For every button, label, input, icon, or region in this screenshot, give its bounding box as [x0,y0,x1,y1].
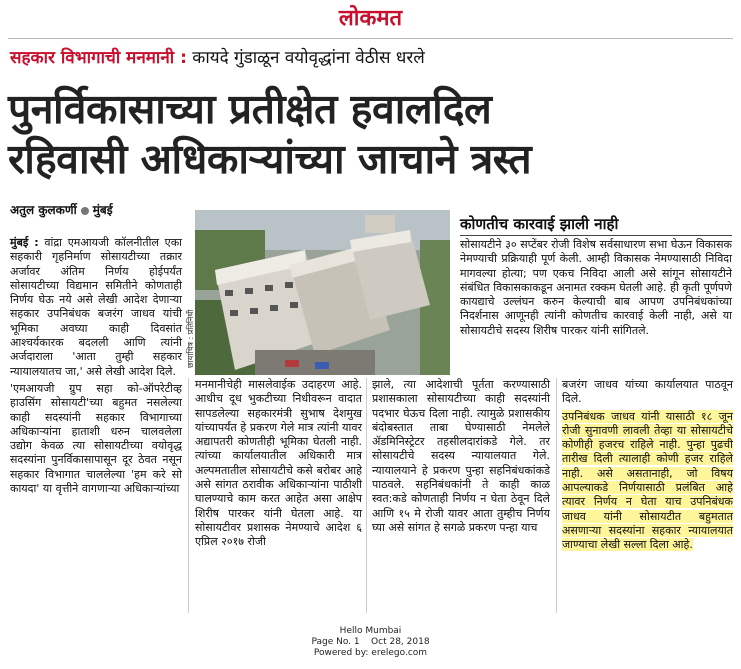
column-divider [556,378,557,613]
paragraph: बजरंग जाधव यांच्या कार्यालयात पाठवून दिले. [562,378,733,406]
footer-edition: Hello Mumbai [339,626,402,636]
headline-line-1: पुनर्विकासाच्या प्रतीक्षेत हवालदिल [8,85,492,133]
sidebar-box-divider [460,235,732,236]
headline-line-2: रहिवासी अधिकाऱ्यांच्या जाचाने त्रस्त [8,135,532,183]
footer-page-date: Page No. 1 Oct 28, 2018 [311,637,430,647]
paragraph: 'एमआयजी ग्रुप सहा को-ऑपरेटीव्ह हाउसिंग सोसायटी'च्या बहुमत नसलेल्या काही सदस्यांनी सहकार विभागाच्या अधिकाऱ्यांना हाताशी धरुन चालवलेला उद्योग केवळ त्या सोसायटीच्या वयोवृद्ध सदस्यांना पुनर्विकासापासून दूर ठेवत नसून सहकार विभागात चाललेल्या 'हम करे सो कायदा' या वृत्तीने वागणाऱ्या अधिकाऱ्यांच्या [10,381,182,496]
article-column-1 [10,236,182,499]
kicker-text: कायदे गुंडाळून वयोवृद्धांना वेठीस धरले [192,48,425,68]
byline-place: मुंबई [92,203,113,217]
paragraph [10,236,182,379]
kicker [10,46,735,70]
news-photo [195,210,450,375]
sidebar-box-body: सोसायटीने ३० सप्टेंबर रोजी विशेष सर्वसाधारण सभा घेऊन विकासक नेमण्याची प्रक्रियाही पूर्ण केली. आम्ही विकासक नेमण्यासाठी निविदा मागवल्या होत्या; पण एकच निविदा आली असे सांगून सोसायटीने संबंधित विकासकाकडून अनामत रक्कम घेतली आहे. ही कृती पूर्णपणे कायद्याचे उल्लंघन करुन केल्याची बाब आपण उपनिबंधकांच्या निदर्शनास आणूनही त्यांनी कोणतीच कारवाई केली नाही, असे या सोसायटीचे सदस्य शिरीष पारकर यांनी सांगितले. [460,238,732,337]
column-divider [366,378,367,613]
sidebar-box-title: कोणतीच कारवाई झाली नाही [460,215,619,233]
highlighted-text: उपनिबंधक जाधव यांनी यासाठी १८ जून रोजी सुनावणी लावली तेव्हा या सोसायटीचे कोणीही हजरच राहिले नाही. पुन्हा पुढची तारीख दिली त्यालाही कोणी हजर राहिले नाही. असे असतानाही, जो विषय आपल्याकडे निर्णयासाठी प्रलंबित आहे त्यावर निर्णय न घेता याच उपनिबंधक जाधव यांनी सोसायटीत बहुमतात असणाऱ्या सदस्यांना सहकार न्यायालयात जाण्याचा लेखी सल्ला दिला आहे. [562,409,733,552]
byline-author: अतुल कुलकर्णी [10,203,77,217]
paragraph-text: वांद्रा एमआयजी कॉलनीतील एका सहकारी गृहनिर्माण सोसायटीच्या तक्रार अर्जावर अंतिम निर्णय होईपर्यंत सोसायटीच्या विद्यमान समितीने कोणताही निर्णय घेऊ नये असे लेखी आदेश देणाऱ्या सहकार उपनिबंधक बजरंग जाधव यांची भूमिका अवघ्या काही दिवसांत आश्चर्यकारक बदलली आणि त्यांनी अर्जदाराला 'आता तुम्ही सहकार न्यायालयातच जा,' असे लेखी आदेश दिले. [10,236,182,378]
article-column-3: झाले, त्या आदेशाची पूर्तता करण्यासाठी प्रशासकाला सोसायटीच्या काही सदस्यांनी पदभार घेऊच दिला नाही. त्यामुळे प्रशासकीय बंदोबस्तात ताबा घेण्यासाठी नेमलेले ॲडमिनिस्ट्रेटर तहसीलदारांकडे गेले. तर सोसायटीचे सदस्य न्यायालयात गेले. न्यायालयाने हे प्रकरण पुन्हा सहनिबंधकांकडे पाठवले. सहनिबंधकांनी ते काही काळ स्वत:कडे कोणताही निर्णय न घेता ठेवून दिले आणि १५ मे रोजी यावर आता तुम्हीच निर्णय घ्या असे सांगत हे सगळे प्रकरण पन्हा याच [372,378,550,534]
column-divider [188,378,189,613]
kicker-prefix: सहकार विभागाची मनमानी : [10,48,187,68]
author-photo-icon [81,207,89,215]
byline [10,200,190,220]
masthead-divider [8,38,733,39]
article-column-2: मनमानीचेही मासलेवाईक उदाहरण आहे. आधीच दूध भुकटीच्या निधीवरून वादात सापडलेल्या सहकारमंत्री सुभाष देशमुख यांच्यापर्यंत हे प्रकरण गेले मात्र त्यांनी यावर अद्यापतरी कोणतीही भूमिका घेतली नाही. त्यांच्या कार्यालयातील अधिकारी मात्र अल्पमतातील सोसायटीचे कसे बरोबर आहे असे सांगत ठरावीक अधिकाऱ्यांना पाठीशी घालण्याचे काम करत आहेत असा आक्षेप शिरीष पारकर यांनी घेतला आहे. या सोसायटीवर प्रशासक नेमण्याचे आदेश ६ एप्रिल २०१७ रोजी [195,378,362,549]
lead-place: मुंबई : [10,236,39,249]
masthead-logo: लोकमत [338,5,403,31]
headline [8,84,734,184]
building-photo-illustration [195,210,450,375]
photo-credit: छायाचित्र : प्रतिनिधी [186,309,195,368]
page-footer [0,626,741,659]
footer-powered-by: Powered by: erelego.com [313,648,428,658]
article-column-4 [562,378,733,553]
paragraph [562,410,733,553]
